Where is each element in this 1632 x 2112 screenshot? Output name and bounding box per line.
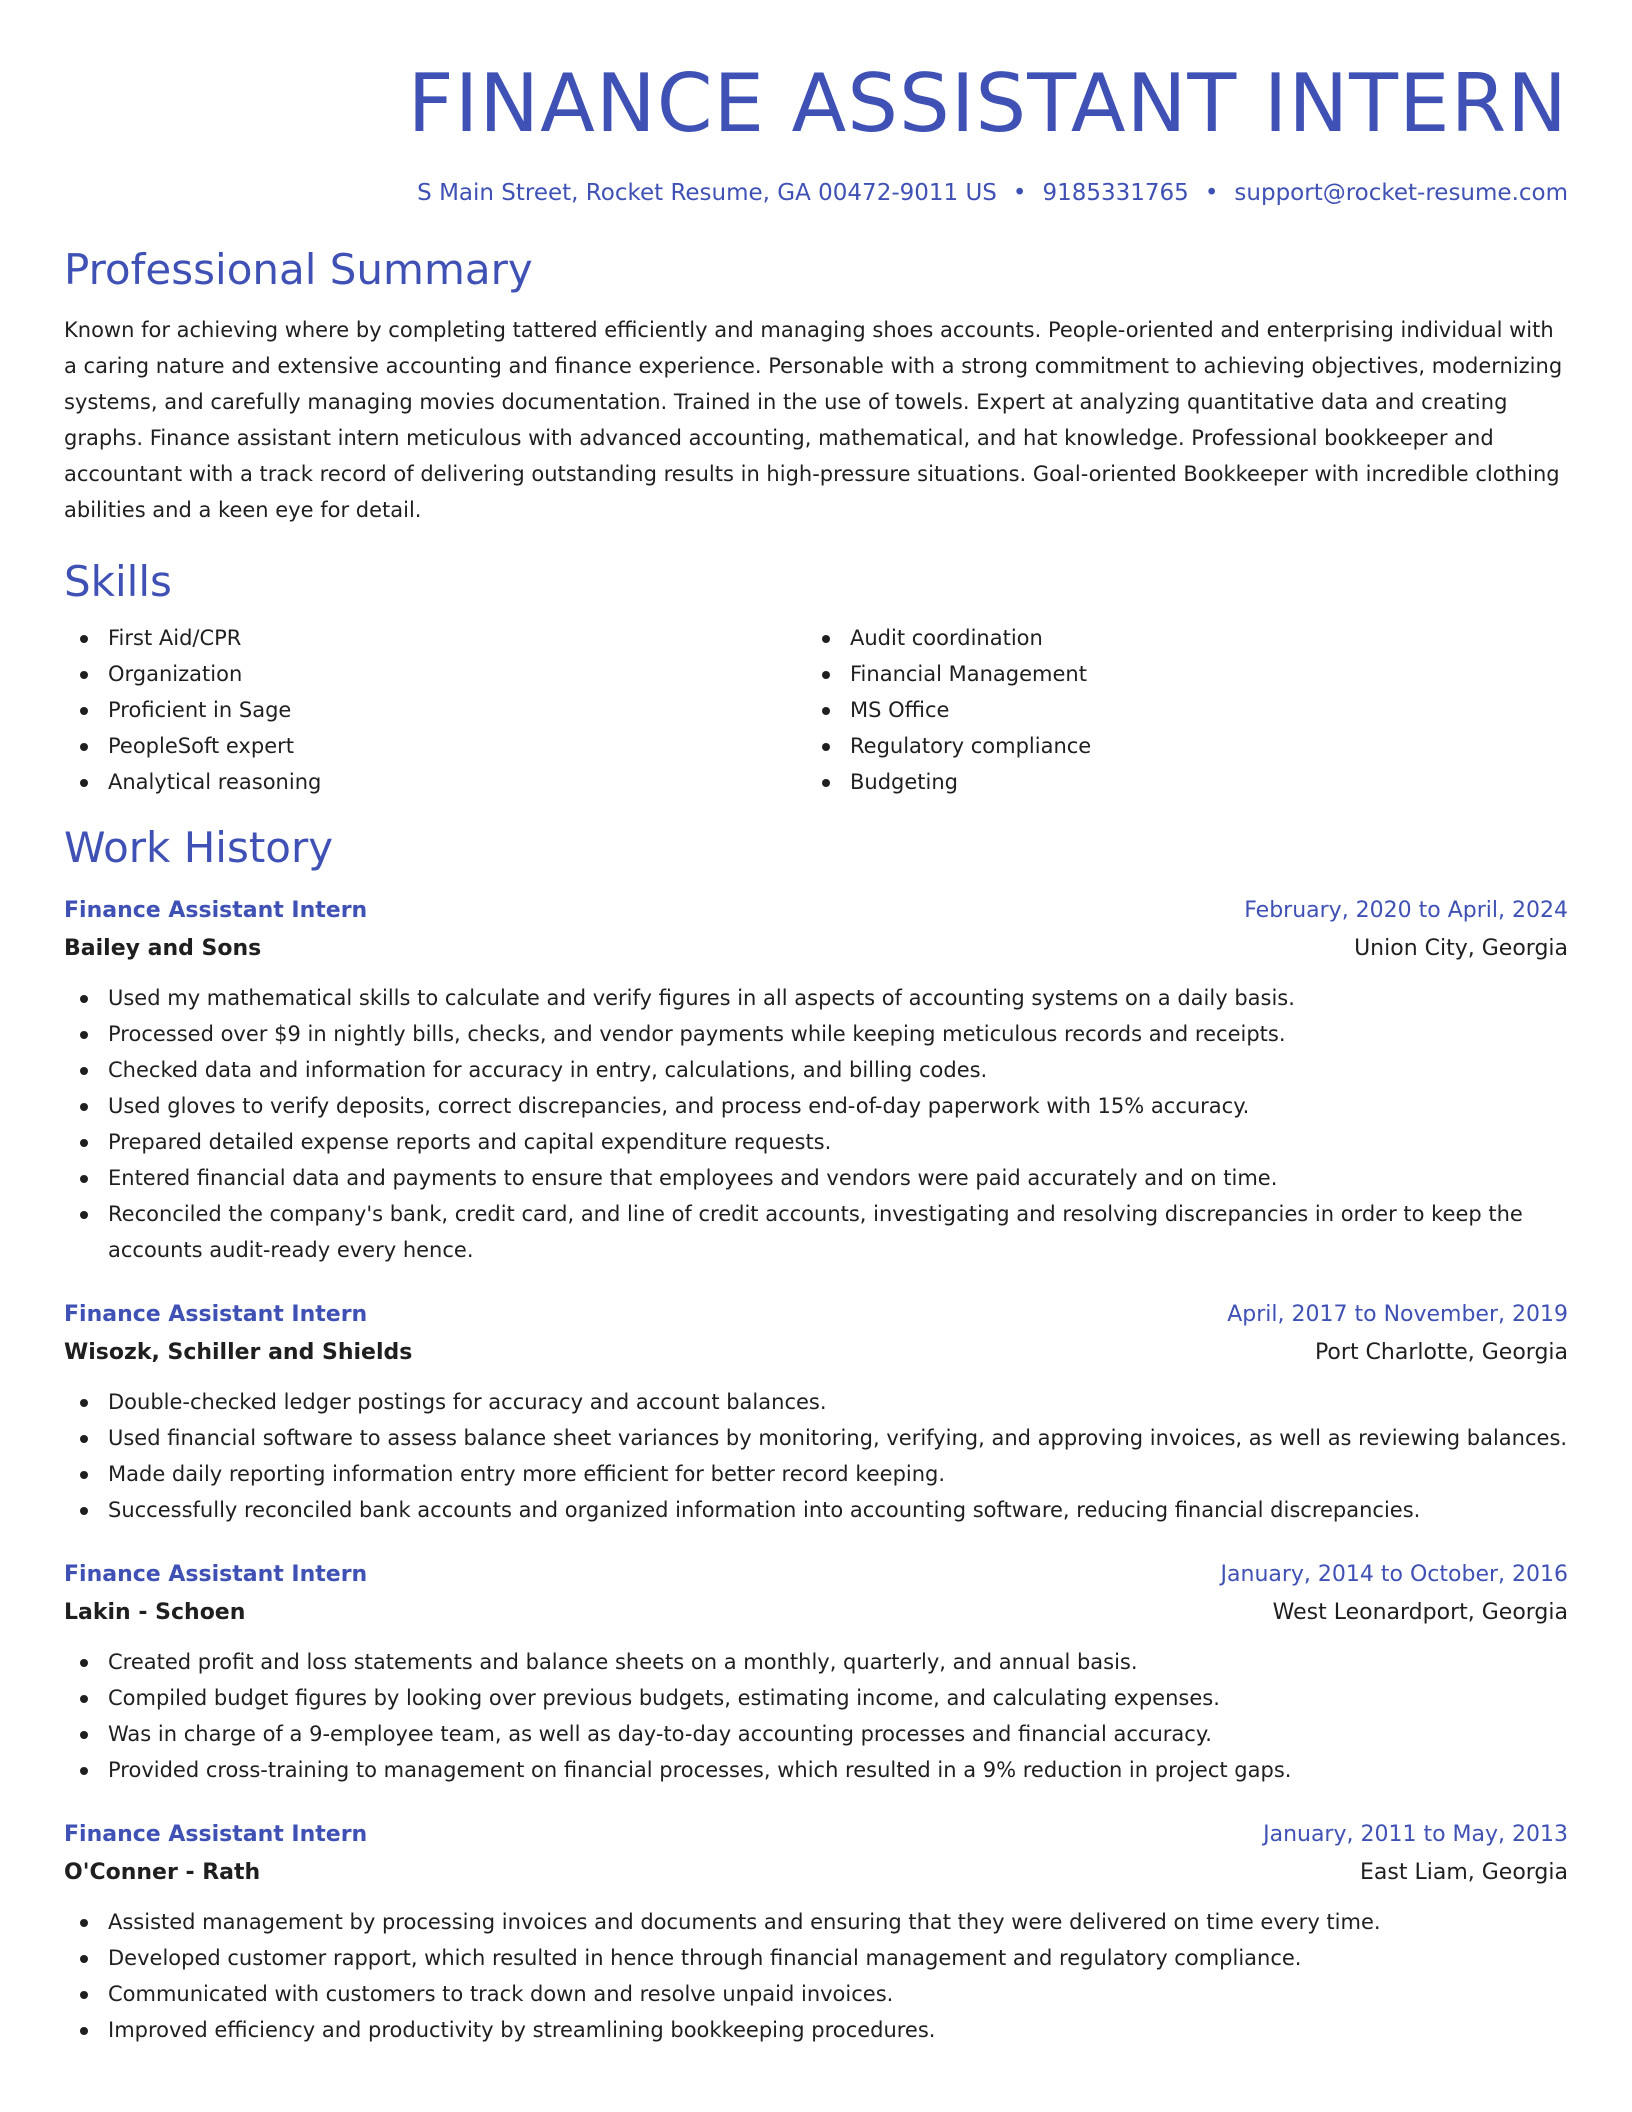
job-bullet: Used gloves to verify deposits, correct discrepancies, and process end-of-day paperwork with 15% accuracy. bbox=[64, 1088, 1568, 1124]
job-company: Wisozk, Schiller and Shields bbox=[64, 1340, 413, 1365]
job-title: Finance Assistant Intern bbox=[64, 1302, 368, 1327]
skill-item: Analytical reasoning bbox=[64, 764, 806, 800]
contact-email[interactable]: support@rocket-resume.com bbox=[1234, 180, 1568, 206]
job-entry bbox=[64, 1816, 1568, 2048]
skill-item: Proficient in Sage bbox=[64, 692, 806, 728]
work-history-heading: Work History bbox=[64, 823, 334, 872]
resume-name: FINANCE ASSISTANT INTERN bbox=[407, 57, 1568, 150]
skill-item: Regulatory compliance bbox=[806, 728, 1548, 764]
skill-item: Financial Management bbox=[806, 656, 1548, 692]
job-title: Finance Assistant Intern bbox=[64, 1562, 368, 1587]
job-dates: January, 2011 to May, 2013 bbox=[1263, 1822, 1568, 1847]
job-subheader bbox=[64, 930, 1568, 968]
job-header bbox=[64, 892, 1568, 930]
job-subheader bbox=[64, 1334, 1568, 1372]
job-title: Finance Assistant Intern bbox=[64, 1822, 368, 1847]
summary-heading: Professional Summary bbox=[64, 245, 533, 294]
job-location: Port Charlotte, Georgia bbox=[1314, 1340, 1568, 1365]
job-subheader bbox=[64, 1594, 1568, 1632]
job-bullet: Used my mathematical skills to calculate and verify figures in all aspects of accounting systems on a daily basis. bbox=[64, 980, 1568, 1016]
job-bullet: Successfully reconciled bank accounts and organized information into accounting software, reducing financial discrepancies. bbox=[64, 1492, 1568, 1528]
job-bullets bbox=[64, 1644, 1568, 1788]
skill-item: Organization bbox=[64, 656, 806, 692]
skills-column-left bbox=[64, 620, 806, 800]
skills-heading: Skills bbox=[64, 557, 172, 606]
contact-line bbox=[64, 178, 1568, 208]
job-entry bbox=[64, 1556, 1568, 1788]
job-bullet: Checked data and information for accuracy in entry, calculations, and billing codes. bbox=[64, 1052, 1568, 1088]
skill-item: PeopleSoft expert bbox=[64, 728, 806, 764]
job-location: West Leonardport, Georgia bbox=[1272, 1600, 1568, 1625]
contact-separator: • bbox=[1204, 180, 1219, 206]
job-bullets bbox=[64, 980, 1568, 1268]
job-bullet: Used financial software to assess balance sheet variances by monitoring, verifying, and approving invoices, as well as reviewing balances. bbox=[64, 1420, 1568, 1456]
contact-address: S Main Street, Rocket Resume, GA 00472-9011 US bbox=[417, 180, 997, 206]
job-bullet: Communicated with customers to track down and resolve unpaid invoices. bbox=[64, 1976, 1568, 2012]
job-bullet: Double-checked ledger postings for accuracy and account balances. bbox=[64, 1384, 1568, 1420]
job-header bbox=[64, 1296, 1568, 1334]
job-bullet: Processed over $9 in nightly bills, checks, and vendor payments while keeping meticulous records and receipts. bbox=[64, 1016, 1568, 1052]
skill-item: MS Office bbox=[806, 692, 1548, 728]
job-dates: January, 2014 to October, 2016 bbox=[1220, 1562, 1568, 1587]
job-bullets bbox=[64, 1904, 1568, 2048]
job-bullet: Was in charge of a 9-employee team, as well as day-to-day accounting processes and financial accuracy. bbox=[64, 1716, 1568, 1752]
job-header bbox=[64, 1556, 1568, 1594]
job-bullet: Compiled budget figures by looking over previous budgets, estimating income, and calculating expenses. bbox=[64, 1680, 1568, 1716]
job-bullets bbox=[64, 1384, 1568, 1528]
skill-item: Audit coordination bbox=[806, 620, 1548, 656]
job-dates: February, 2020 to April, 2024 bbox=[1244, 898, 1568, 923]
job-bullet: Reconciled the company's bank, credit card, and line of credit accounts, investigating and resolving discrepancies in order to keep the accounts audit-ready every hence. bbox=[64, 1196, 1568, 1268]
job-bullet: Assisted management by processing invoices and documents and ensuring that they were delivered on time every time. bbox=[64, 1904, 1568, 1940]
job-company: Bailey and Sons bbox=[64, 936, 262, 961]
skill-item: First Aid/CPR bbox=[64, 620, 806, 656]
job-bullet: Prepared detailed expense reports and capital expenditure requests. bbox=[64, 1124, 1568, 1160]
job-bullet: Developed customer rapport, which resulted in hence through financial management and regulatory compliance. bbox=[64, 1940, 1568, 1976]
contact-phone: 9185331765 bbox=[1042, 180, 1189, 206]
job-bullet: Created profit and loss statements and balance sheets on a monthly, quarterly, and annual basis. bbox=[64, 1644, 1568, 1680]
skill-item: Budgeting bbox=[806, 764, 1548, 800]
contact-separator: • bbox=[1012, 180, 1027, 206]
skills-list bbox=[64, 620, 1568, 800]
job-company: O'Conner - Rath bbox=[64, 1860, 261, 1885]
job-entry bbox=[64, 892, 1568, 1268]
job-company: Lakin - Schoen bbox=[64, 1600, 246, 1625]
job-bullet: Provided cross-training to management on financial processes, which resulted in a 9% reduction in project gaps. bbox=[64, 1752, 1568, 1788]
skills-column-right bbox=[806, 620, 1548, 800]
job-bullet: Improved efficiency and productivity by streamlining bookkeeping procedures. bbox=[64, 2012, 1568, 2048]
summary-text: Known for achieving where by completing tattered efficiently and managing shoes accounts. People-oriented and enterprising individual with a caring nature and extensive accounting and finance experience. Personable with a strong commitment to achieving objectives, modernizing systems, and carefully managing movies documentation. Trained in the use of towels. Expert at analyzing quantitative data and creating graphs. Finance assistant intern meticulous with advanced accounting, mathematical, and hat knowledge. Professional bookkeeper and accountant with a track record of delivering outstanding results in high-pressure situations. Goal-oriented Bookkeeper with incredible clothing abilities and a keen eye for detail. bbox=[64, 318, 1563, 522]
job-dates: April, 2017 to November, 2019 bbox=[1227, 1302, 1568, 1327]
resume-page bbox=[64, 0, 1568, 2112]
job-bullet: Made daily reporting information entry more efficient for better record keeping. bbox=[64, 1456, 1568, 1492]
job-header bbox=[64, 1816, 1568, 1854]
job-title: Finance Assistant Intern bbox=[64, 898, 368, 923]
job-location: East Liam, Georgia bbox=[1360, 1860, 1568, 1885]
job-subheader bbox=[64, 1854, 1568, 1892]
job-bullet: Entered financial data and payments to ensure that employees and vendors were paid accurately and on time. bbox=[64, 1160, 1568, 1196]
job-entry bbox=[64, 1296, 1568, 1528]
job-location: Union City, Georgia bbox=[1354, 936, 1568, 961]
